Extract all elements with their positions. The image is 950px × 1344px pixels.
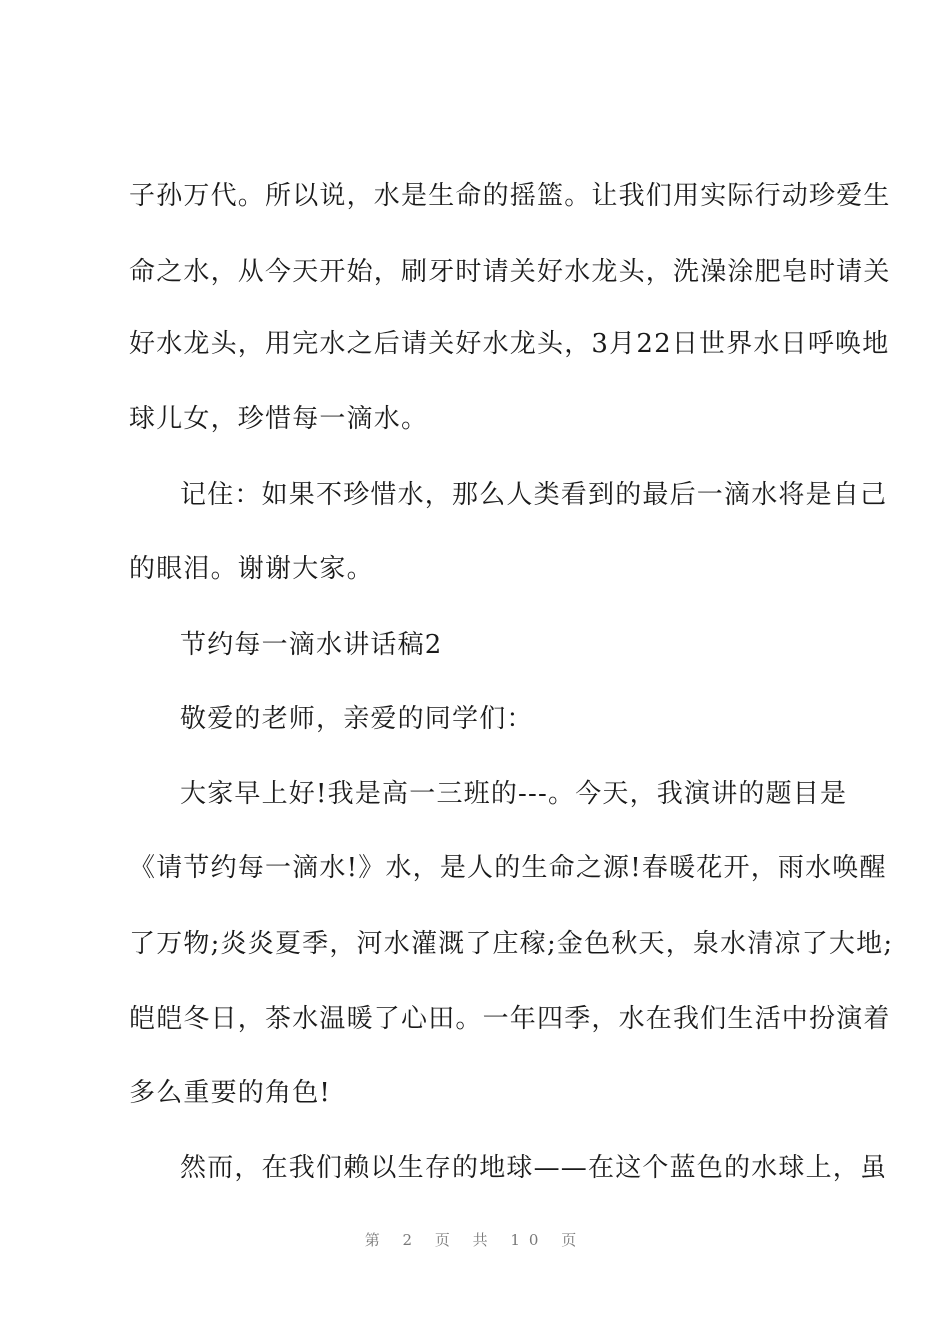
text-line: 了万物;炎炎夏季，河水灌溉了庄稼;金色秋天，泉水清凉了大地; bbox=[129, 929, 894, 959]
page-indicator: 第 2 页 共 10 页 bbox=[364, 1231, 586, 1249]
text-line: 子孙万代。所以说，水是生命的摇篮。让我们用实际行动珍爱生 bbox=[129, 181, 891, 211]
text-line: 皑皑冬日，茶水温暖了心田。一年四季，水在我们生活中扮演着 bbox=[129, 1004, 891, 1034]
text-line: 记住：如果不珍惜水，那么人类看到的最后一滴水将是自己 bbox=[180, 480, 888, 510]
text-line: 好水龙头，用完水之后请关好水龙头，3月22日世界水日呼唤地 bbox=[129, 329, 890, 359]
text-line: 然而，在我们赖以生存的地球——在这个蓝色的水球上，虽 bbox=[180, 1153, 888, 1183]
text-line: 《请节约每一滴水!》水，是人的生命之源!春暖花开，雨水唤醒 bbox=[129, 853, 887, 883]
section-heading: 节约每一滴水讲话稿2 bbox=[180, 630, 443, 660]
text-line: 多么重要的角色! bbox=[129, 1078, 332, 1108]
text-line: 的眼泪。谢谢大家。 bbox=[129, 554, 374, 584]
salutation: 敬爱的老师，亲爱的同学们： bbox=[180, 704, 534, 734]
text-line: 球儿女，珍惜每一滴水。 bbox=[129, 404, 429, 434]
text-line: 大家早上好!我是高一三班的---。今天，我演讲的题目是 bbox=[180, 779, 848, 809]
text-line: 命之水，从今天开始，刷牙时请关好水龙头，洗澡涂肥皂时请关 bbox=[129, 257, 891, 287]
